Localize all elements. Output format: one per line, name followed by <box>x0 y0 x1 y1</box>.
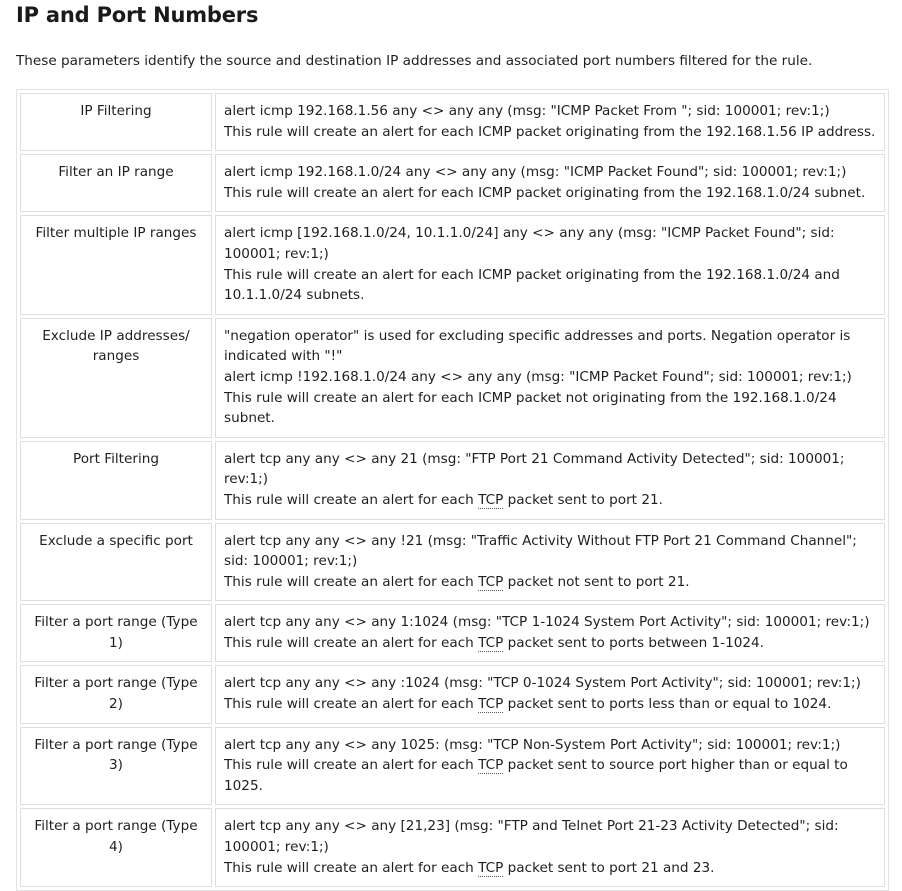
rule-explanation: This rule will create an alert for each ICMP packet originating from the 192.168.1.0/24 subnet. <box>224 184 866 201</box>
rules-table <box>17 90 888 890</box>
rule-text: alert tcp any any <> any :1024 (msg: "TCP 0-1024 System Port Activity"; sid: 100001; rev:1;) <box>224 675 861 692</box>
parameter-cell: Filter an IP range <box>20 154 212 212</box>
table-row <box>20 604 885 662</box>
rule-description-cell <box>215 523 885 602</box>
tcp-abbreviation: TCP <box>478 696 504 713</box>
rule-text: alert icmp 192.168.1.0/24 any <> any any (msg: "ICMP Packet Found"; sid: 100001; rev:1;) <box>224 164 847 181</box>
table-row <box>20 441 885 520</box>
rule-text: alert icmp 192.168.1.56 any <> any any (msg: "ICMP Packet From "; sid: 100001; rev:1;) <box>224 103 830 119</box>
rule-description-cell <box>215 808 885 887</box>
rule-description-cell <box>215 215 885 314</box>
table-row <box>20 523 885 602</box>
tcp-abbreviation: TCP <box>478 573 504 590</box>
table-row <box>20 93 885 151</box>
rule-description-cell <box>215 604 885 662</box>
rule-text: alert tcp any any <> any !21 (msg: "Traffic Activity Without FTP Port 21 Command Channel"; sid: 100001; rev:1;) <box>224 532 857 570</box>
page-title: IP and Port Numbers <box>16 3 259 27</box>
rule-description-cell <box>215 93 885 151</box>
rule-explanation: This rule will create an alert for each TCP packet sent to ports between 1-1024. <box>224 634 764 651</box>
table-row <box>20 154 885 212</box>
rule-text: alert icmp !192.168.1.0/24 any <> any any (msg: "ICMP Packet Found"; sid: 100001; rev:1;) <box>224 368 852 385</box>
parameter-cell: Filter a port range (Type 4) <box>20 808 212 887</box>
table-row <box>20 808 885 887</box>
parameter-cell: Exclude a specific port <box>20 523 212 602</box>
rule-explanation: This rule will create an alert for each TCP packet sent to port 21. <box>224 491 663 508</box>
parameter-cell: Filter a port range (Type 2) <box>20 665 212 723</box>
rules-table-body <box>20 93 885 887</box>
parameter-cell: Exclude IP addresses/ ranges <box>20 318 212 438</box>
tcp-abbreviation: TCP <box>478 859 504 876</box>
rule-explanation: This rule will create an alert for each TCP packet not sent to port 21. <box>224 573 690 590</box>
rule-text: "negation operator" is used for excluding specific addresses and ports. Negation operator is indicated with "!" <box>224 327 851 365</box>
rule-explanation: This rule will create an alert for each ICMP packet originating from the 192.168.1.0/24 and 10.1.1.0/24 subnets. <box>224 266 840 304</box>
rule-text: alert icmp [192.168.1.0/24, 10.1.1.0/24] any <> any any (msg: "ICMP Packet Found"; sid: 100001; rev:1;) <box>224 225 835 262</box>
parameter-cell: IP Filtering <box>20 93 212 151</box>
table-row <box>20 665 885 723</box>
rule-text: alert tcp any any <> any 1:1024 (msg: "TCP 1-1024 System Port Activity"; sid: 100001; rev:1;) <box>224 614 870 631</box>
rule-text: alert tcp any any <> any [21,23] (msg: "FTP and Telnet Port 21-23 Activity Detected"; sid: 100001; rev:1;) <box>224 818 839 856</box>
rule-description-cell <box>215 665 885 723</box>
intro-paragraph: These parameters identify the source and destination IP addresses and associated port numbers filtered for the rule. <box>16 53 813 69</box>
parameter-cell: Filter a port range (Type 3) <box>20 727 212 806</box>
rule-description-cell <box>215 441 885 520</box>
tcp-abbreviation: TCP <box>478 491 504 508</box>
parameter-cell: Port Filtering <box>20 441 212 520</box>
rule-text: alert tcp any any <> any 1025: (msg: "TCP Non-System Port Activity"; sid: 100001; rev:1;) <box>224 736 841 753</box>
rule-explanation: This rule will create an alert for each TCP packet sent to port 21 and 23. <box>224 859 715 876</box>
parameter-cell: Filter multiple IP ranges <box>20 215 212 314</box>
rule-description-cell <box>215 727 885 806</box>
rule-explanation: This rule will create an alert for each ICMP packet not originating from the 192.168.1.0/24 subnet. <box>224 389 837 427</box>
table-row <box>20 318 885 438</box>
rule-text: alert tcp any any <> any 21 (msg: "FTP Port 21 Command Activity Detected"; sid: 100001; rev:1;) <box>224 450 845 488</box>
parameter-cell: Filter a port range (Type 1) <box>20 604 212 662</box>
rule-explanation: This rule will create an alert for each ICMP packet originating from the 192.168.1.56 IP address. <box>224 123 876 140</box>
table-row <box>20 727 885 806</box>
tcp-abbreviation: TCP <box>478 757 504 774</box>
table-row <box>20 215 885 314</box>
rule-description-cell <box>215 318 885 438</box>
tcp-abbreviation: TCP <box>478 634 504 651</box>
rule-description-cell <box>215 154 885 212</box>
rule-explanation: This rule will create an alert for each TCP packet sent to ports less than or equal to 1024. <box>224 696 832 713</box>
rule-explanation: This rule will create an alert for each TCP packet sent to source port higher than or equal to 1025. <box>224 757 848 794</box>
rules-table-container <box>16 89 889 891</box>
